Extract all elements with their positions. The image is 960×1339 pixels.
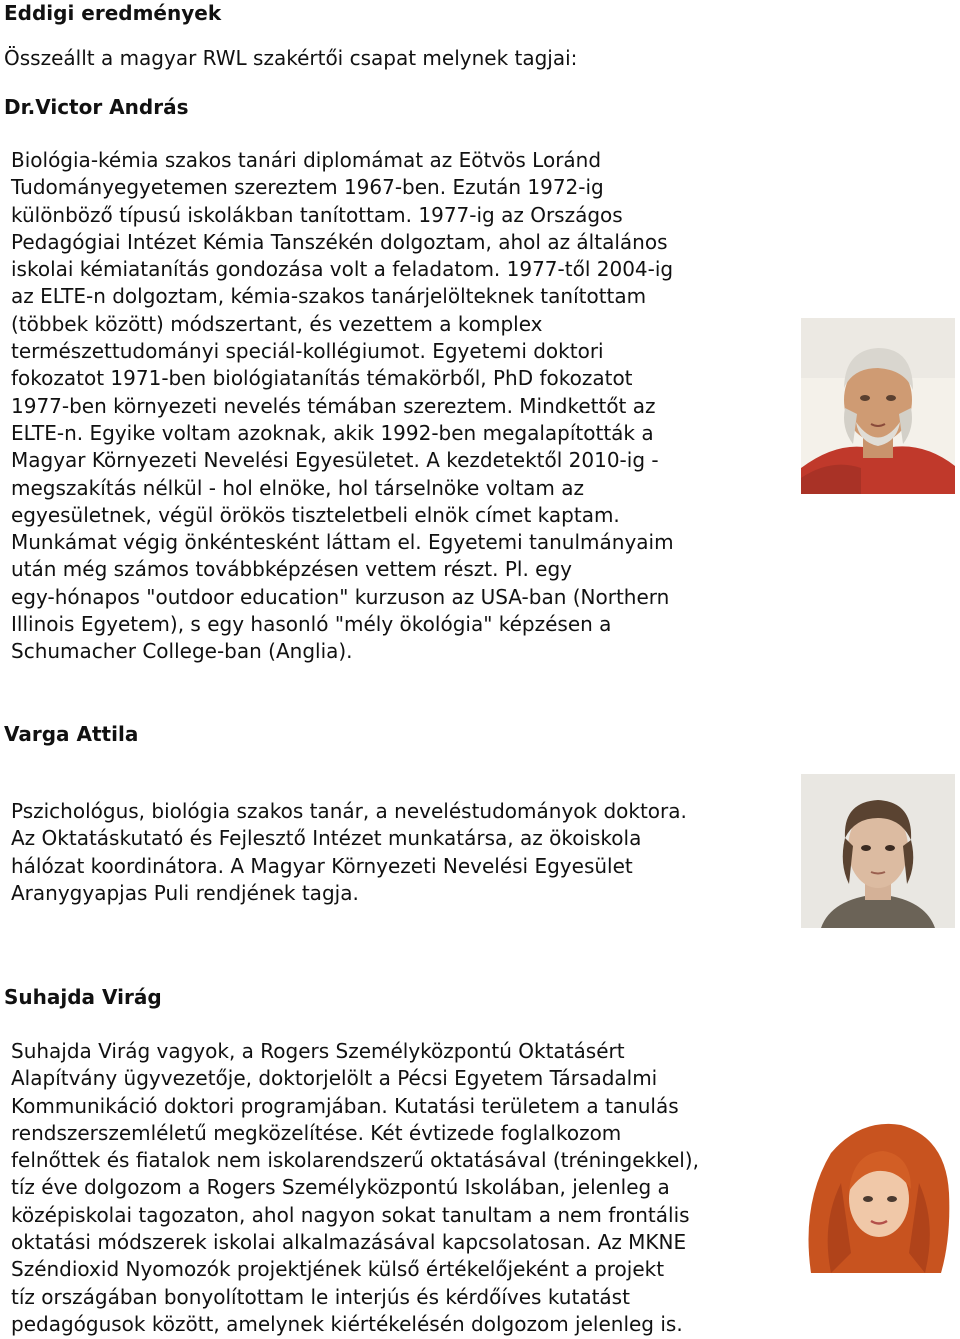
page-title: Eddigi eredmények bbox=[4, 1, 222, 25]
portrait-photo-varga bbox=[801, 774, 955, 928]
member-bio-suhajda: Suhajda Virág vagyok, a Rogers Személyközpontú Oktatásért Alapítvány ügyvezetője, doktorjelölt a Pécsi Egyetem Társadalmi Kommunikáció doktori programjában. Kutatási területem a tanulás rendszerszemléletű megközelítése. Két évtizede foglalkozom felnőttek és fiatalok nem iskolarendszerű oktatásával (tréningekkel), tíz éve dolgozom a Rogers Személyközpontú Iskolában, jelenleg a középiskolai tagozaton, ahol nagyon sokat tanultam a nem frontális oktatási módszerek iskolai alkalmazásával kapcsolatosan. Az MKNE Széndioxid Nyomozók projektjének külső értékelőjeként a projekt tíz országában bonyolítottam le interjús és kérdőíves kutatást pedagógusok között, amelynek kiértékelésén dolgozom jelenleg is. bbox=[11, 1039, 699, 1336]
portrait-photo-victor bbox=[801, 318, 955, 494]
member-bio-varga: Pszichológus, biológia szakos tanár, a neveléstudományok doktora. Az Oktatáskutató és Fejlesztő Intézet munkatársa, az ökoiskola hálózat koordinátora. A Magyar Környezeti Nevelési Egyesület Aranygyapjas Puli rendjének tagja. bbox=[11, 799, 687, 905]
member-name-varga: Varga Attila bbox=[4, 722, 139, 746]
member-bio-victor: Biológia-kémia szakos tanári diplomámat az Eötvös Loránd Tudományegyetemen szereztem 1967-ben. Ezután 1972-ig különböző típusú iskolákban tanítottam. 1977-ig az Országos Pedagógiai Intézet Kémia Tanszékén dolgoztam, ahol az általános iskolai kémiatanítás gondozása volt a feladatom. 1977-től 2004-ig az ELTE-n dolgoztam, kémia-szakos tanárjelölteknek tanítottam (többek között) módszertant, és vezettem a komplex természettudományi speciál-kollégiumot. Egyetemi doktori fokozatot 1971-ben biológiatanítás témakörből, PhD fokozatot 1977-ben környezeti nevelés témában szereztem. Mindkettőt az ELTE-n. Egyike voltam azoknak, akik 1992-ben megalapították a Magyar Környezeti Nevelési Egyesületet. A kezdetektől 2010-ig - megszakítás nélkül - hol elnöke, hol társelnöke voltam az egyesületnek, végül örökös tiszteletbeli elnök címet kaptam. Munkámat végig önkéntesként láttam el. Egyetemi tanulmányaim után még számos továbbképzésen vettem részt. Pl. egy egy-hónapos "outdoor education" kurzuson az USA-ban (Northern Illinois Egyetem), s egy hasonló "mély ökológia" képzésen a Schumacher College-ban (Anglia). bbox=[11, 148, 674, 664]
portrait-photo-suhajda bbox=[801, 1113, 955, 1273]
member-name-suhajda: Suhajda Virág bbox=[4, 985, 162, 1009]
member-name-victor: Dr.Victor András bbox=[4, 95, 189, 119]
intro-text: Összeállt a magyar RWL szakértői csapat melynek tagjai: bbox=[4, 46, 578, 70]
